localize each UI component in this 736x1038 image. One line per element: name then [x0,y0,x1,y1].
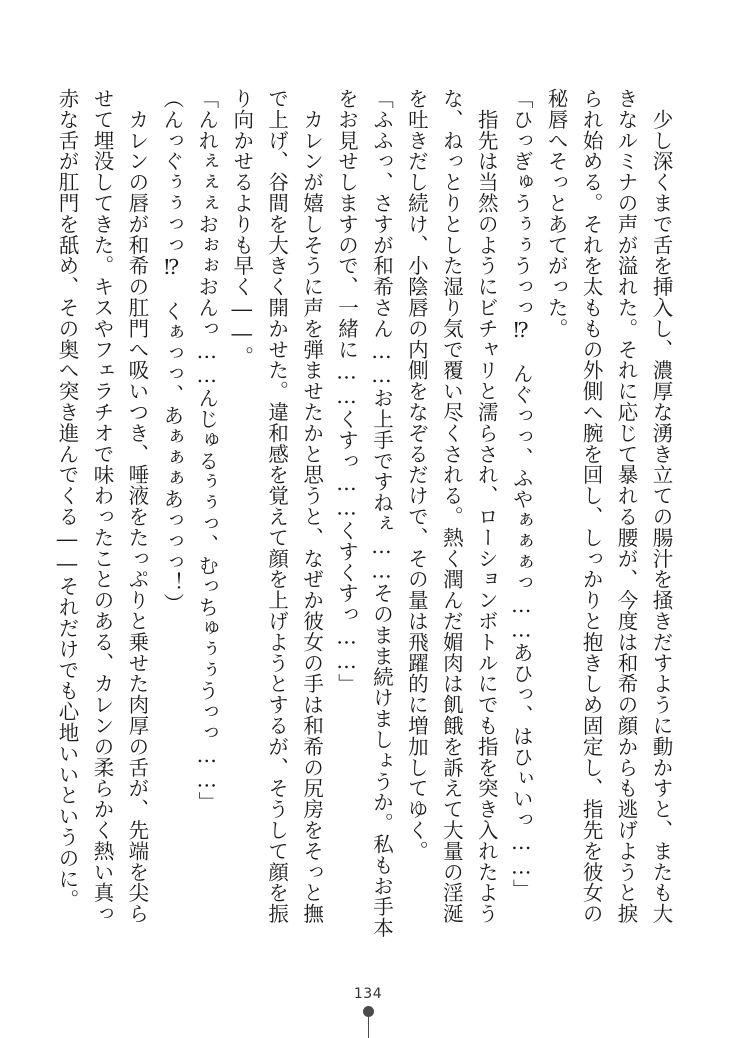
text-column: （んっぐぅぅっっ⁉ くぁっっ、あぁぁぁあっっっ！） [159,88,184,614]
text-column: 赤な舌が肛門を舐め、その奥へ突き進んでくる――それだけでも心地いいというのに。 [55,88,79,911]
text-column: 指先は当然のようにビチャリと濡らされ、ローションボトルにでも指を突き入れたよう [474,88,499,924]
page-marker-dot [363,1006,374,1017]
vertical-text-body [54,88,674,968]
text-column: 秘唇へそっとあてがった。 [544,88,569,339]
text-column: 少し深くまで舌を挿入し、濃厚な湧き立ての腸汁を掻きだすように動かすと、またも大 [648,88,673,924]
text-column: をお見せしますので、一緒に……くすっ……くすくすっ……」 [334,88,359,695]
text-column: り向かせるよりも早く――。 [229,88,254,367]
text-column: せて埋没してきた。キスやフェラチオで味わったことのある、カレンの柔らかく熱い真っ [89,88,114,924]
text-column: きなルミナの声が溢れた。それに応じて暴れる腰が、今度は和希の顔からも逃げようと捩 [614,88,638,924]
text-column: 「ふふっ、さすが和希さん……お上手ですねぇ……そのまま続けましょうか。私もお手本 [369,88,394,938]
text-column: な、ねっとりとした湿り気で覆い尽くされる。熱く潤んだ媚肉は飢餓を訴えて大量の淫涎 [439,88,464,924]
text-column: を吐きだし続け、小陰唇の内側をなぞるだけで、その量は飛躍的に増加してゆく。 [404,88,429,862]
text-column: で上げ、谷間を大きく開かせた。違和感を覚えて顔を上げようとするが、そうして顔を振 [264,88,289,924]
text-column: 「んれぇぇぇおぉぉおんっ……んじゅるぅぅっ、むっちゅぅぅうっっ……」 [194,88,219,813]
page-marker-line [368,1017,369,1038]
text-column: カレンが嬉しそうに声を弾ませたかと思うと、なぜか彼女の手は和希の尻房をそっと撫 [299,88,324,924]
text-column: 「ひっぎゅうぅぅうっっ⁉ んぐっっ、ふやぁぁぁっ……あひっ、はひぃいっ……」 [509,88,534,900]
page-number: 134 [353,986,383,1002]
text-column: られ始める。それを太ももの外側へ腕を回し、しっかりと抱きしめ固定し、指先を彼女の [579,88,604,924]
text-column: カレンの唇が和希の肛門へ吸いつき、唾液をたっぷりと乗せた肉厚の舌が、先端を尖ら [124,88,149,924]
